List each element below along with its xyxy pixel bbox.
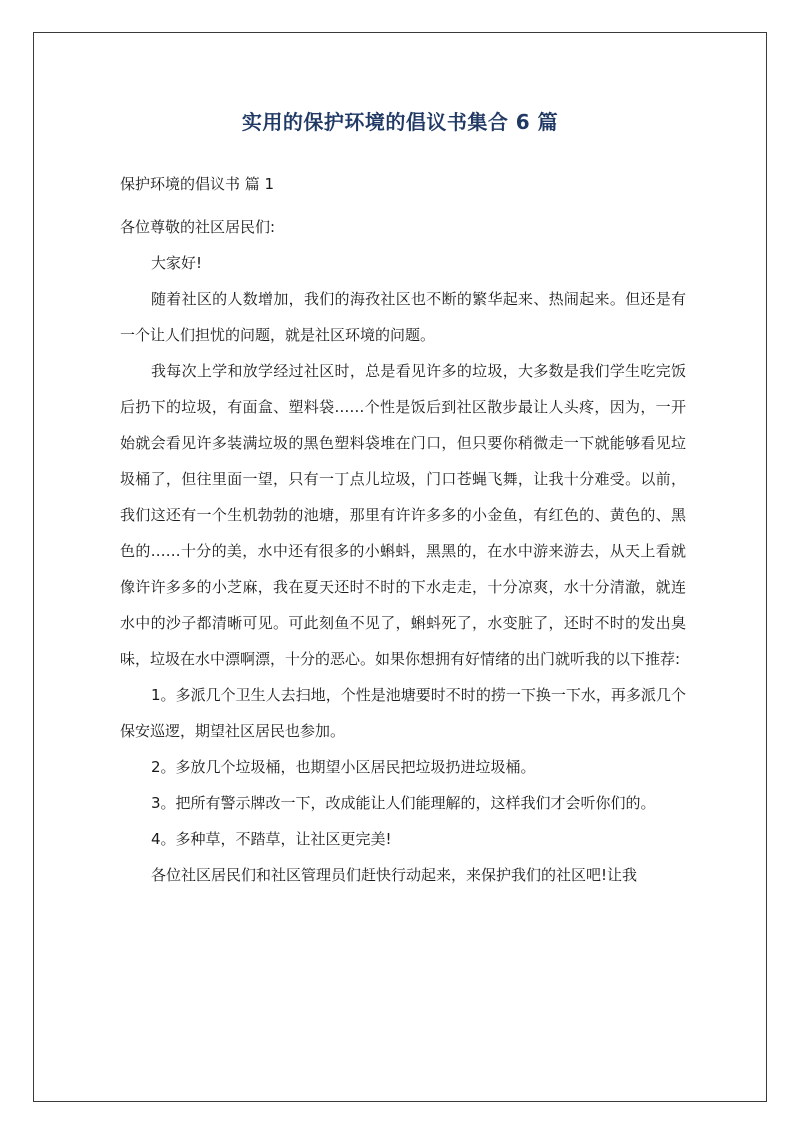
- suggestion-item-2: 2。多放几个垃圾桶，也期望小区居民把垃圾扔进垃圾桶。: [151, 758, 536, 776]
- section-heading: 保护环境的倡议书 篇 1: [120, 175, 275, 193]
- suggestion-item-1: 1。多派几个卫生人去扫地，个性是池塘要时不时的捞一下换一下水，再多派几个保安巡逻，期望社区居民也参加。: [120, 686, 686, 740]
- paragraph-greeting: 大家好!: [151, 254, 203, 272]
- paragraph-intro: 随着社区的人数增加，我们的海孜社区也不断的繁华起来、热闹起来。但还是有一个让人们担忧的问题，就是社区环境的问题。: [120, 290, 686, 344]
- document-title: 实用的保护环境的倡议书集合 6 篇: [241, 110, 559, 134]
- suggestion-item-4: 4。多种草，不踏草，让社区更完美!: [151, 830, 392, 848]
- salutation: 各位尊敬的社区居民们:: [120, 218, 276, 236]
- paragraph-closing: 各位社区居民们和社区管理员们赶快行动起来，来保护我们的社区吧!让我: [151, 866, 638, 884]
- suggestion-item-3: 3。把所有警示牌改一下，改成能让人们能理解的，这样我们才会听你们的。: [151, 794, 656, 812]
- document-body: [120, 209, 686, 893]
- paragraph-description: 我每次上学和放学经过社区时，总是看见许多的垃圾，大多数是我们学生吃完饭后扔下的垃圾，有面盒、塑料袋……个性是饭后到社区散步最让人头疼，因为，一开始就会看见许多装满垃圾的黑色塑料袋堆在门口，但只要你稍微走一下就能够看见垃圾桶了，但往里面一望，只有一丁点儿垃圾，门口苍蝇飞舞，让我十分难受。以前，我们这还有一个生机勃勃的池塘，那里有许许多多的小金鱼，有红色的、黄色的、黑色的……十分的美，水中还有很多的小蝌蚪，黑黑的，在水中游来游去，从天上看就像许许多多的小芝麻，我在夏天还时不时的下水走走，十分凉爽，水十分清澈，就连水中的沙子都清晰可见。可此刻鱼不见了，蝌蚪死了，水变脏了，还时不时的发出臭味，垃圾在水中漂啊漂，十分的恶心。如果你想拥有好情绪的出门就听我的以下推荐:: [120, 362, 686, 668]
